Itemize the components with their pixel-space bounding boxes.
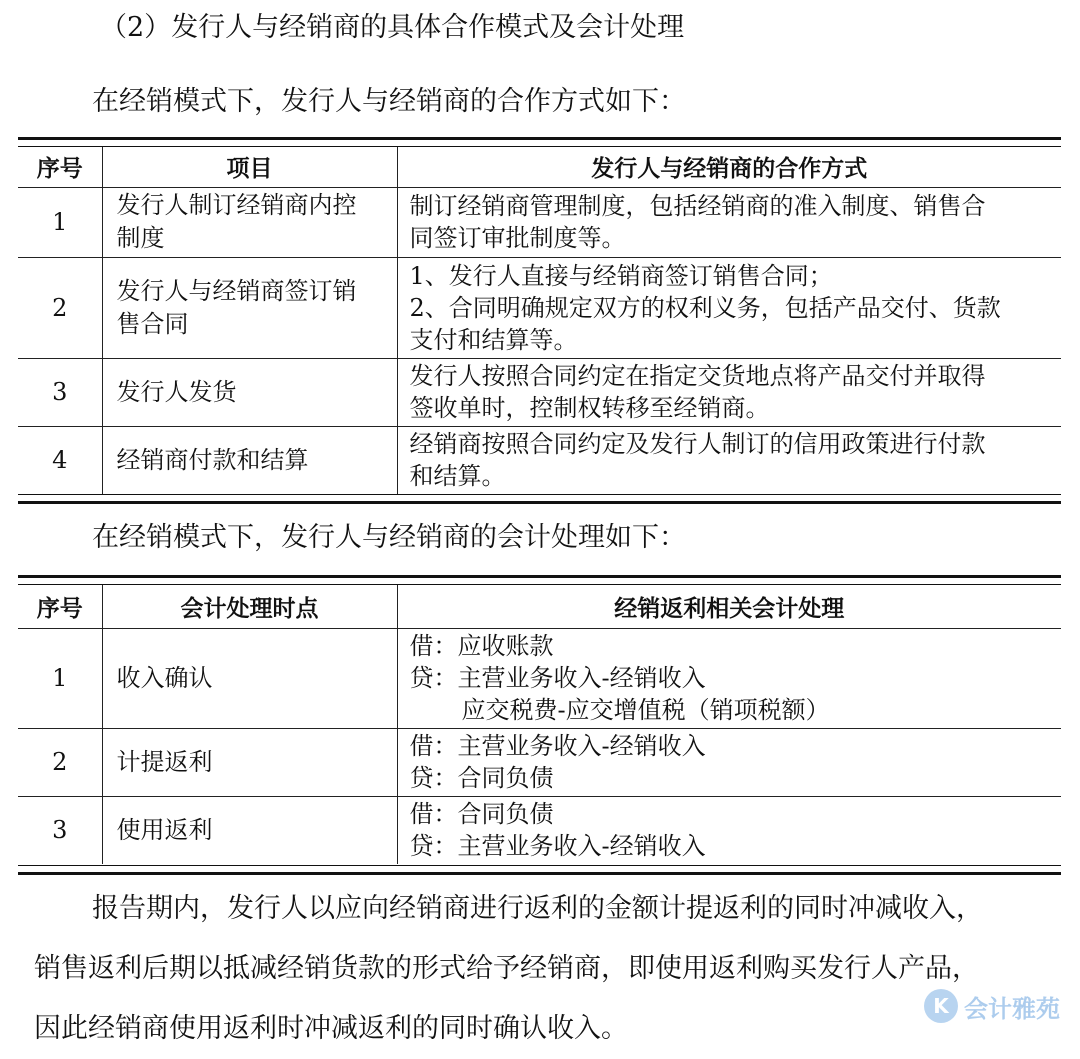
row-desc: 借：合同负债 贷：主营业务收入-经销收入 [397, 796, 1061, 864]
row-no: 3 [18, 358, 102, 426]
header-no: 序号 [18, 585, 102, 628]
row-no: 4 [18, 426, 102, 494]
row-item: 发行人与经销商签订销 售合同 [102, 257, 397, 358]
table-row [18, 628, 1061, 728]
row-item: 使用返利 [102, 796, 397, 864]
table-header-row [18, 585, 1061, 628]
section-heading: （2）发行人与经销商的具体合作模式及会计处理 [100, 12, 685, 43]
header-no: 序号 [18, 147, 102, 187]
row-no: 3 [18, 796, 102, 864]
row-no: 1 [18, 628, 102, 728]
row-desc: 发行人按照合同约定在指定交货地点将产品交付并取得 签收单时，控制权转移至经销商。 [397, 358, 1061, 426]
row-item: 计提返利 [102, 728, 397, 796]
watermark-text: 会计雅苑 [964, 994, 1060, 1023]
table2-top-rule [18, 575, 1061, 585]
row-no: 1 [18, 187, 102, 257]
row-desc: 1、发行人直接与经销商签订销售合同； 2、合同明确规定双方的权利义务，包括产品交付、货款 支付和结算等。 [397, 257, 1061, 358]
row-desc: 经销商按照合同约定及发行人制订的信用政策进行付款 和结算。 [397, 426, 1061, 494]
table-row [18, 796, 1061, 864]
row-desc: 借：主营业务收入-经销收入 贷：合同负债 [397, 728, 1061, 796]
header-item: 会计处理时点 [102, 585, 397, 628]
kj-logo-icon: K [924, 989, 958, 1023]
header-item: 项目 [102, 147, 397, 187]
table-row [18, 728, 1061, 796]
body-paragraph: 报告期内，发行人以应向经销商进行返利的金额计提返利的同时冲减收入， 销售返利后期以抵减经销货款的形式给予经销商，即使用返利购买发行人产品， 因此经销商使用返利时冲减返利的同时确认收入。 [34, 893, 983, 1044]
row-item: 经销商付款和结算 [102, 426, 397, 494]
accounting-table [18, 585, 1061, 864]
table-row [18, 426, 1061, 494]
row-item: 发行人制订经销商内控 制度 [102, 187, 397, 257]
intro-paragraph-1: 在经销模式下，发行人与经销商的合作方式如下： [92, 86, 686, 117]
intro-paragraph-2: 在经销模式下，发行人与经销商的会计处理如下： [92, 522, 686, 553]
table-row [18, 187, 1061, 257]
watermark [924, 986, 1060, 1026]
row-item: 发行人发货 [102, 358, 397, 426]
table-row [18, 257, 1061, 358]
table-header-row [18, 147, 1061, 187]
row-desc: 制订经销商管理制度，包括经销商的准入制度、销售合 同签订审批制度等。 [397, 187, 1061, 257]
table2-bottom-rule [18, 865, 1061, 875]
row-no: 2 [18, 728, 102, 796]
row-no: 2 [18, 257, 102, 358]
header-desc: 发行人与经销商的合作方式 [397, 147, 1061, 187]
row-item: 收入确认 [102, 628, 397, 728]
header-desc: 经销返利相关会计处理 [397, 585, 1061, 628]
table1-bottom-rule [18, 494, 1061, 504]
cooperation-table [18, 147, 1061, 494]
row-desc: 借：应收账款 贷：主营业务收入-经销收入 应交税费-应交增值税（销项税额） [397, 628, 1061, 728]
table1-top-rule [18, 137, 1061, 147]
table-row [18, 358, 1061, 426]
